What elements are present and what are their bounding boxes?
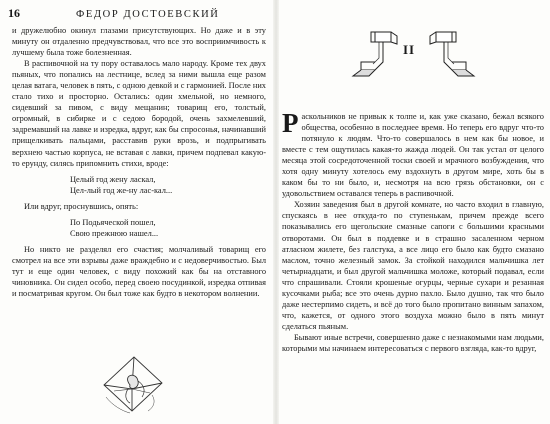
verse-block: [12, 217, 266, 239]
right-page: [279, 0, 550, 424]
drop-cap: Р: [282, 108, 299, 138]
paragraph-text: аскольников не привык к толпе и, как уже сказано, бежал всякого общества, особенно в последнее время. Но теперь его вдруг что-то потянуло к людям. Что-то совершалось в нем как бы новое, и вместе с тем ощутилась какая-то жажда людей. Он так устал от целого месяца этой сосредоточенной тоски своей и мрачного возбуждения, что хотя одну минуту хотелось ему вздохнуть в другом мире, хоть бы в каком бы то ни было, и, несмотря на всю грязь обстановки, он с удовольствием оставался теперь в распивочной.: [282, 112, 544, 199]
chapter-number: II: [403, 42, 416, 57]
verse-block: [12, 174, 266, 196]
page-number: 16: [8, 6, 20, 20]
paragraph: [282, 108, 544, 199]
paragraph: и дружелюбно окинул глазами присутствующих. Но даже и в эту минуту он отдаленно предчувствовал, что все это восприимчивость к лучшему была тоже болезненная.: [12, 26, 266, 58]
verse-line: Цел-лый год же-ну лас-кал...: [70, 185, 173, 195]
paragraph: Бывают иные встречи, совершенно даже с незнакомыми нам людьми, которыми мы начинаем интересоваться с первого взгляда, как-то вдруг,: [282, 332, 544, 353]
left-page-text: [12, 25, 266, 299]
right-page-text: [282, 108, 544, 354]
left-page: [0, 0, 273, 424]
chapter-header: [279, 18, 550, 88]
paragraph: Хозяин заведения был в другой комнате, но часто входил в главную, спускаясь в нее откуда-то по ступенькам, причем прежде всего показывались его щегольские смазные сапоги с большими красными отворотами. Он был в поддевке и в страшно засаленном черном атласном жилете, без галстука, а все лицо его было как будто смазано маслом, точно железный замок. За стойкой находился мальчишка лет четырнадцати, и был другой мальчишка моложе, который подавал, если что спрашивали. Стояли крошеные огурцы, черные сухари и резанная кусочками рыба; все это очень дурно пахло. Было душно, так что было даже нестерпимо сидеть, и всё до того было пропитано винным запахом, что, кажется, от одного этого воздуха можно было в пять минут сделаться пьяным.: [282, 200, 544, 331]
verse-line: По Подьяческой пошел,: [70, 217, 156, 227]
paragraph: Но никто не разделял его счастия; молчаливый товарищ его смотрел на все эти взрывы даже враждебно и с недоверчивостью. Был тут и еще один человек, с виду похожий как бы на отставного чиновника. Он сидел особо, перед своею посудинкой, изредка отпивая и посматривая кругом. Он был тоже как будто в некотором волнении.: [12, 244, 266, 299]
letter-vignette-icon: [92, 345, 172, 420]
verse-line: Целый год жену ласкал,: [70, 174, 156, 184]
paragraph: Или вдруг, проснувшись, опять:: [24, 201, 139, 211]
verse-line: Свою прежнюю нашел...: [70, 228, 159, 238]
paragraph: В распивочной на ту пору оставалось мало народу. Кроме тех двух пьяных, что попались на лестнице, вслед за ними вышла еще разом целая ватага, человек в пять, с одною девкой и с гармонией. После них стало тихо и просторно. Остались: один хмельной, но немного, сидевший за пивом, с виду мещанин; товарищ его, толстый, огромный, в сибирке и с седою бородой, очень захмелевший, задремавший на лавке и изредка, вдруг, как бы спросонья, начинавший прищелкивать пальцами, расставив руки врозь, и подпрыгивать верхнею частью корпуса, не вставая с лавки, причем подпевал какую-то ерунду, силясь припомнить стихи, вроде:: [12, 59, 266, 168]
running-head: [8, 6, 265, 22]
running-head-author: ФЕДОР ДОСТОЕВСКИЙ: [76, 9, 220, 20]
